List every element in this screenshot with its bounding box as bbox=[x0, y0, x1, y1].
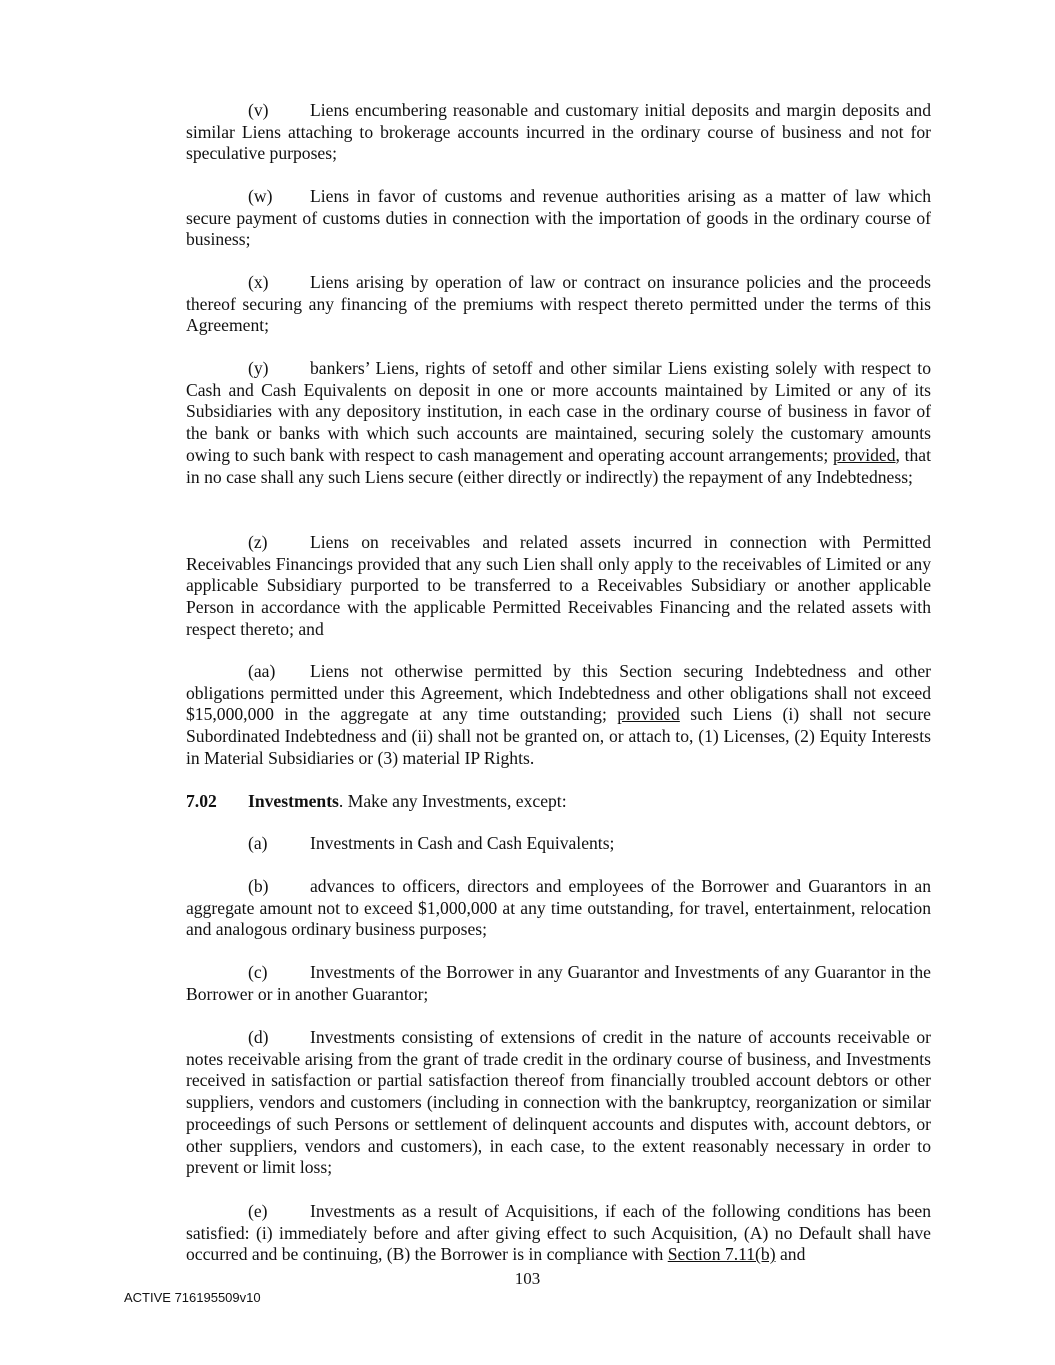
paragraph-text: Liens in favor of customs and revenue authorities arising as a matter of law which secure payment of customs duties in connection with the importation of goods in the ordinary course of business; bbox=[186, 186, 931, 250]
paragraph-text: Liens arising by operation of law or contract on insurance policies and the proceeds thereof securing any financing of the premiums with respect thereto permitted under the terms of this Agreement; bbox=[186, 272, 931, 336]
paragraph-label: (w) bbox=[248, 186, 273, 206]
item-d bbox=[186, 1027, 931, 1179]
provided-term: provided bbox=[832, 444, 896, 465]
section-title: Investments bbox=[248, 791, 339, 811]
item-text: Investments as a result of Acquisitions, if each of the following conditions has been satisfied: (i) immediately before and after giving effect to such Acquisition, (A) no Default shall have occurred and be continuing, (B) the Borrower is in compliance with bbox=[186, 1201, 931, 1265]
item-text: Investments consisting of extensions of credit in the nature of accounts receivable or notes receivable arising from the grant of trade credit in the ordinary course of business, and Investments received in satisfaction or partial satisfaction thereof from financially troubled account debtors or other suppliers, vendors and customers (including in connection with the bankruptcy, reorganization or similar proceedings of such Persons or settlement of delinquent accounts and disputes with, account debtors, or other suppliers, vendors and customers), in each case, to the extent reasonably necessary in order to prevent or limit loss; bbox=[186, 1027, 931, 1178]
item-label: (b) bbox=[248, 876, 269, 896]
provided-term: provided bbox=[617, 704, 680, 725]
item-text: Investments in Cash and Cash Equivalents; bbox=[310, 833, 615, 853]
paragraph-label: (x) bbox=[248, 272, 269, 292]
page-number: 103 bbox=[514, 1269, 541, 1288]
section-text: . Make any Investments, except: bbox=[338, 791, 567, 811]
item-label: (a) bbox=[248, 833, 268, 853]
item-text: and bbox=[775, 1244, 806, 1265]
paragraph-text: , that in no case shall any such Liens secure (either directly or indirectly) the repayment of any Indebtedness; bbox=[186, 444, 931, 487]
item-b bbox=[186, 876, 931, 941]
item-e bbox=[186, 1201, 931, 1266]
item-text: Investments of the Borrower in any Guarantor and Investments of any Guarantor in the Borrower or in another Guarantor; bbox=[186, 962, 931, 1004]
paragraph-text: such Liens (i) shall not secure Subordinated Indebtedness and (ii) shall not be granted on, or attach to, (1) Licenses, (2) Equity Interests in Material Subsidiaries or (3) material IP Rights. bbox=[186, 704, 931, 768]
item-c bbox=[186, 962, 931, 1005]
paragraph-text: Liens on receivables and related assets incurred in connection with Permitted Receivables Financings provided that any such Lien shall only apply to the receivables of Limited or any applicable Subsidiary purported to be transferred to a Receivables Subsidiary or another applicable Person in accordance with the applicable Permitted Receivables Financing and the related assets with respect thereto; and bbox=[186, 532, 931, 639]
paragraph-label: (v) bbox=[248, 100, 269, 120]
paragraph-x bbox=[186, 272, 931, 337]
paragraph-label: (aa) bbox=[248, 661, 276, 681]
item-label: (d) bbox=[248, 1027, 269, 1047]
paragraph-label: (z) bbox=[248, 532, 268, 552]
item-text: advances to officers, directors and employees of the Borrower and Guarantors in an aggregate amount not to exceed $1,000,000 at any time outstanding, for travel, entertainment, relocation and analogous ordinary business purposes; bbox=[186, 876, 931, 940]
section-reference: Section 7.11(b) bbox=[667, 1244, 776, 1265]
document-footer-id: ACTIVE 716195509v10 bbox=[124, 1290, 261, 1305]
paragraph-v bbox=[186, 100, 931, 165]
paragraph-aa bbox=[186, 661, 931, 770]
paragraph-y bbox=[186, 358, 931, 488]
paragraph-text: Liens not otherwise permitted by this Section securing Indebtedness and other obligations permitted under this Agreement, which Indebtedness and other obligations shall not exceed $15,000,000 in the aggregate at any time outstanding; bbox=[186, 661, 931, 725]
item-label: (e) bbox=[248, 1201, 268, 1221]
section-heading bbox=[186, 791, 931, 813]
section-number: 7.02 bbox=[186, 791, 217, 811]
item-a bbox=[186, 833, 931, 855]
paragraph-z bbox=[186, 532, 931, 641]
item-label: (c) bbox=[248, 962, 268, 982]
paragraph-label: (y) bbox=[248, 358, 269, 378]
paragraph-text: Liens encumbering reasonable and customary initial deposits and margin deposits and similar Liens attaching to brokerage accounts incurred in the ordinary course of business and not for speculative purposes; bbox=[186, 100, 931, 164]
paragraph-w bbox=[186, 186, 931, 251]
paragraph-text: bankers’ Liens, rights of setoff and other similar Liens existing solely with respect to Cash and Cash Equivalents on deposit in one or more accounts maintained by Limited or any of its Subsidiaries with any depository institution, in each case in the ordinary course of business in favor of the bank or banks with which such accounts are maintained, securing solely the customary amounts owing to such bank with respect to cash management and operating account arrangements; bbox=[186, 358, 931, 465]
